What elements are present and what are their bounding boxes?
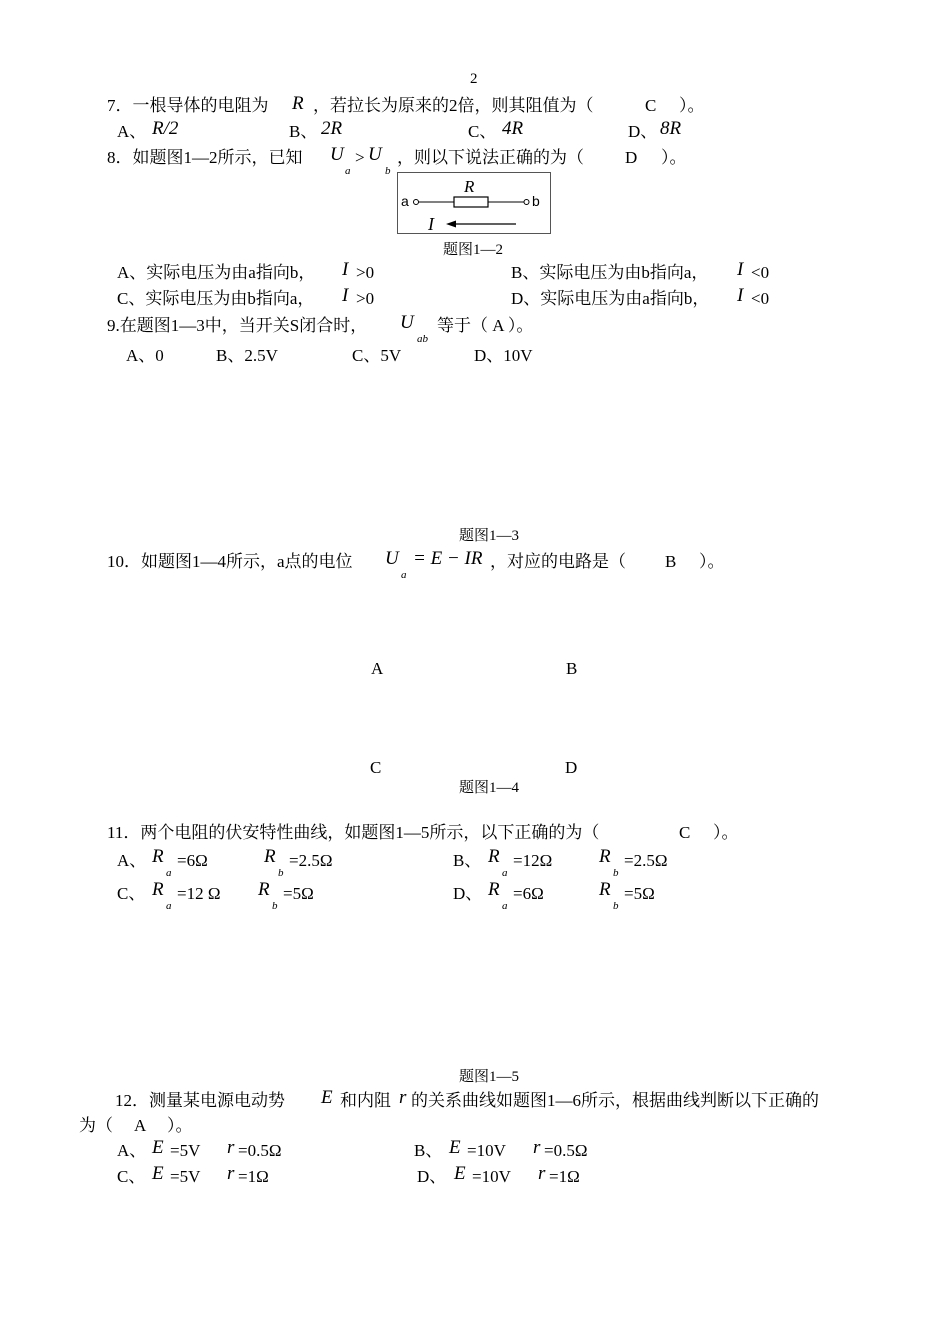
q8-var-u2: U — [368, 144, 382, 165]
q11-option-c-ra-r: R — [152, 879, 164, 900]
terminal-b-icon — [524, 200, 529, 205]
q8-option-b-text: B、实际电压为由b指向a， — [511, 263, 709, 282]
q12-option-c-label: C、 — [117, 1167, 146, 1186]
q11-option-b-rb-value: =2.5Ω — [624, 851, 668, 870]
q12-option-b-r: r — [533, 1137, 541, 1158]
q11-option-d-label: D、 — [453, 884, 483, 903]
q8-option-c-i: I — [342, 285, 349, 306]
q8-option-c-text: C、实际电压为由b指向a， — [117, 289, 315, 308]
figure-1-4-label-d: D — [565, 758, 578, 777]
q7-option-a-label: A、 — [117, 122, 147, 141]
q11-stem: 11．两个电阻的伏安特性曲线，如题图1—5所示，以下正确的为（ — [107, 823, 600, 842]
q12-option-a-e: E — [152, 1137, 164, 1158]
q8-stem: 8．如题图1—2所示，已知 — [107, 148, 303, 167]
q11-option-c-rb-sub: b — [272, 900, 278, 912]
q11-option-c-label: C、 — [117, 884, 146, 903]
current-arrow-icon — [446, 221, 456, 228]
q12-option-c-e: E — [152, 1163, 164, 1184]
q11-option-d-ra-r: R — [488, 879, 500, 900]
q11-option-b-rb-sub: b — [613, 867, 619, 879]
q8-sub-b: b — [385, 165, 391, 177]
q12-option-c-e-value: =5V — [170, 1167, 201, 1186]
q7-answer: C — [645, 96, 657, 115]
q12-var-r: r — [399, 1087, 407, 1108]
q12-stem-middle: 和内阻 — [340, 1091, 391, 1110]
figure-1-2-circuit — [397, 172, 551, 234]
q12-option-b-e: E — [449, 1137, 461, 1158]
q8-sub-a: a — [345, 165, 351, 177]
q11-option-c-rb-value: =5Ω — [283, 884, 314, 903]
q11-option-b-ra-value: =12Ω — [513, 851, 553, 870]
figure-1-3-caption: 题图1—3 — [459, 528, 520, 544]
q11-option-d-rb-value: =5Ω — [624, 884, 655, 903]
figure-1-4-caption: 题图1—4 — [459, 780, 520, 796]
q12-answer: A — [134, 1116, 147, 1135]
q8-option-c-cmp: >0 — [356, 289, 375, 308]
q11-option-d-rb-r: R — [599, 879, 611, 900]
q8-option-a-text: A、实际电压为由a指向b， — [117, 263, 316, 282]
q10-stem: 10．如题图1—4所示，a点的电位 — [107, 552, 353, 571]
q7-option-b-label: B、 — [289, 122, 318, 141]
q7-option-b-value: 2R — [321, 118, 343, 139]
resistor-icon — [454, 197, 488, 207]
figure-1-4-label-a: A — [371, 659, 384, 678]
q7-option-c-label: C、 — [468, 122, 497, 141]
q9-stem: 9.在题图1—3中，当开关S闭合时， — [107, 316, 368, 335]
q10-stem-rest: ，对应的电路是（ — [490, 552, 626, 571]
q11-option-a-rb-r: R — [264, 846, 276, 867]
q7-option-d-label: D、 — [628, 122, 658, 141]
q9-stem-rest: 等于（ A ）。 — [437, 316, 534, 335]
q7-option-a-value: R/2 — [152, 118, 179, 139]
page-number: 2 — [470, 71, 478, 87]
q12-stem-rest: 的关系曲线如题图1—6所示，根据曲线判断以下正确的 — [411, 1091, 819, 1110]
q7-option-d-value: 8R — [660, 118, 682, 139]
figure-1-4-label-c: C — [370, 758, 382, 777]
q7-stem-end: ）。 — [679, 96, 705, 115]
q7-option-c-value: 4R — [502, 118, 524, 139]
q12-option-d-label: D、 — [417, 1167, 447, 1186]
q8-option-a-cmp: >0 — [356, 263, 375, 282]
circuit-node-a: a — [401, 193, 409, 209]
q12-line2-end: ）。 — [167, 1116, 193, 1135]
q9-var-u: U — [400, 312, 414, 333]
q12-option-b-label: B、 — [414, 1141, 443, 1160]
q10-answer: B — [665, 552, 677, 571]
q9-option-b: B、2.5V — [216, 346, 278, 365]
q11-option-b-ra-r: R — [488, 846, 500, 867]
q12-option-a-r: r — [227, 1137, 235, 1158]
figure-1-4-label-b: B — [566, 659, 578, 678]
circuit-current-label: I — [428, 214, 434, 233]
q8-var-u1: U — [330, 144, 344, 165]
q8-answer: D — [625, 148, 638, 167]
q10-sub-a: a — [401, 569, 407, 581]
q12-option-b-e-value: =10V — [467, 1141, 506, 1160]
terminal-a-icon — [414, 200, 419, 205]
q10-formula: = E − IR — [413, 548, 483, 569]
q8-option-b-i: I — [737, 259, 744, 280]
q11-option-a-rb-sub: b — [278, 867, 284, 879]
q12-option-d-r: r — [538, 1163, 546, 1184]
q12-option-c-r: r — [227, 1163, 235, 1184]
q11-option-b-rb-r: R — [599, 846, 611, 867]
q11-option-a-ra-r: R — [152, 846, 164, 867]
figure-1-2-caption: 题图1—2 — [443, 242, 504, 258]
q12-option-c-r-value: =1Ω — [238, 1167, 269, 1186]
q11-option-a-ra-sub: a — [166, 867, 172, 879]
q11-option-c-rb-r: R — [258, 879, 270, 900]
q9-option-a: A、0 — [126, 346, 164, 365]
q8-option-b-cmp: <0 — [751, 263, 770, 282]
q12-line2-start: 为（ — [79, 1116, 113, 1135]
q8-stem-end: ）。 — [661, 148, 687, 167]
q10-var-u: U — [385, 548, 399, 569]
q7-stem: 7．一根导体的电阻为 — [107, 96, 269, 115]
q12-option-b-r-value: =0.5Ω — [544, 1141, 588, 1160]
q12-var-e: E — [321, 1087, 333, 1108]
circuit-node-b: b — [532, 193, 540, 209]
q11-option-d-rb-sub: b — [613, 900, 619, 912]
q12-stem: 12．测量某电源电动势 — [115, 1091, 285, 1110]
q12-option-a-r-value: =0.5Ω — [238, 1141, 282, 1160]
q11-option-a-rb-value: =2.5Ω — [289, 851, 333, 870]
q11-option-b-ra-sub: a — [502, 867, 508, 879]
circuit-resistor-label: R — [464, 177, 475, 196]
q11-option-b-label: B、 — [453, 851, 482, 870]
q7-stem-rest: ，若拉长为原来的2倍，则其阻值为（ — [313, 96, 594, 115]
q12-option-d-r-value: =1Ω — [549, 1167, 580, 1186]
q8-stem-rest: ，则以下说法正确的为（ — [397, 148, 584, 167]
q8-option-d-text: D、实际电压为由a指向b， — [511, 289, 710, 308]
q10-stem-end: ）。 — [699, 552, 725, 571]
q11-option-d-ra-sub: a — [502, 900, 508, 912]
q8-option-d-i: I — [737, 285, 744, 306]
q12-option-a-e-value: =5V — [170, 1141, 201, 1160]
q9-option-d: D、10V — [474, 346, 533, 365]
q7-var-r: R — [292, 93, 304, 114]
figure-1-5-caption: 题图1—5 — [459, 1069, 520, 1085]
q12-option-d-e: E — [454, 1163, 466, 1184]
q9-sub-ab: ab — [417, 333, 428, 345]
q11-answer: C — [679, 823, 691, 842]
q11-option-a-ra-value: =6Ω — [177, 851, 208, 870]
q9-option-c: C、5V — [352, 346, 402, 365]
q11-option-c-ra-value: =12 Ω — [177, 884, 221, 903]
q11-option-c-ra-sub: a — [166, 900, 172, 912]
q11-stem-end: ）。 — [713, 823, 739, 842]
q12-option-d-e-value: =10V — [472, 1167, 511, 1186]
q11-option-d-ra-value: =6Ω — [513, 884, 544, 903]
q11-option-a-label: A、 — [117, 851, 147, 870]
circuit-diagram — [398, 173, 550, 233]
q8-option-d-cmp: <0 — [751, 289, 770, 308]
q8-gt: > — [355, 148, 365, 167]
q8-option-a-i: I — [342, 259, 349, 280]
q12-option-a-label: A、 — [117, 1141, 147, 1160]
